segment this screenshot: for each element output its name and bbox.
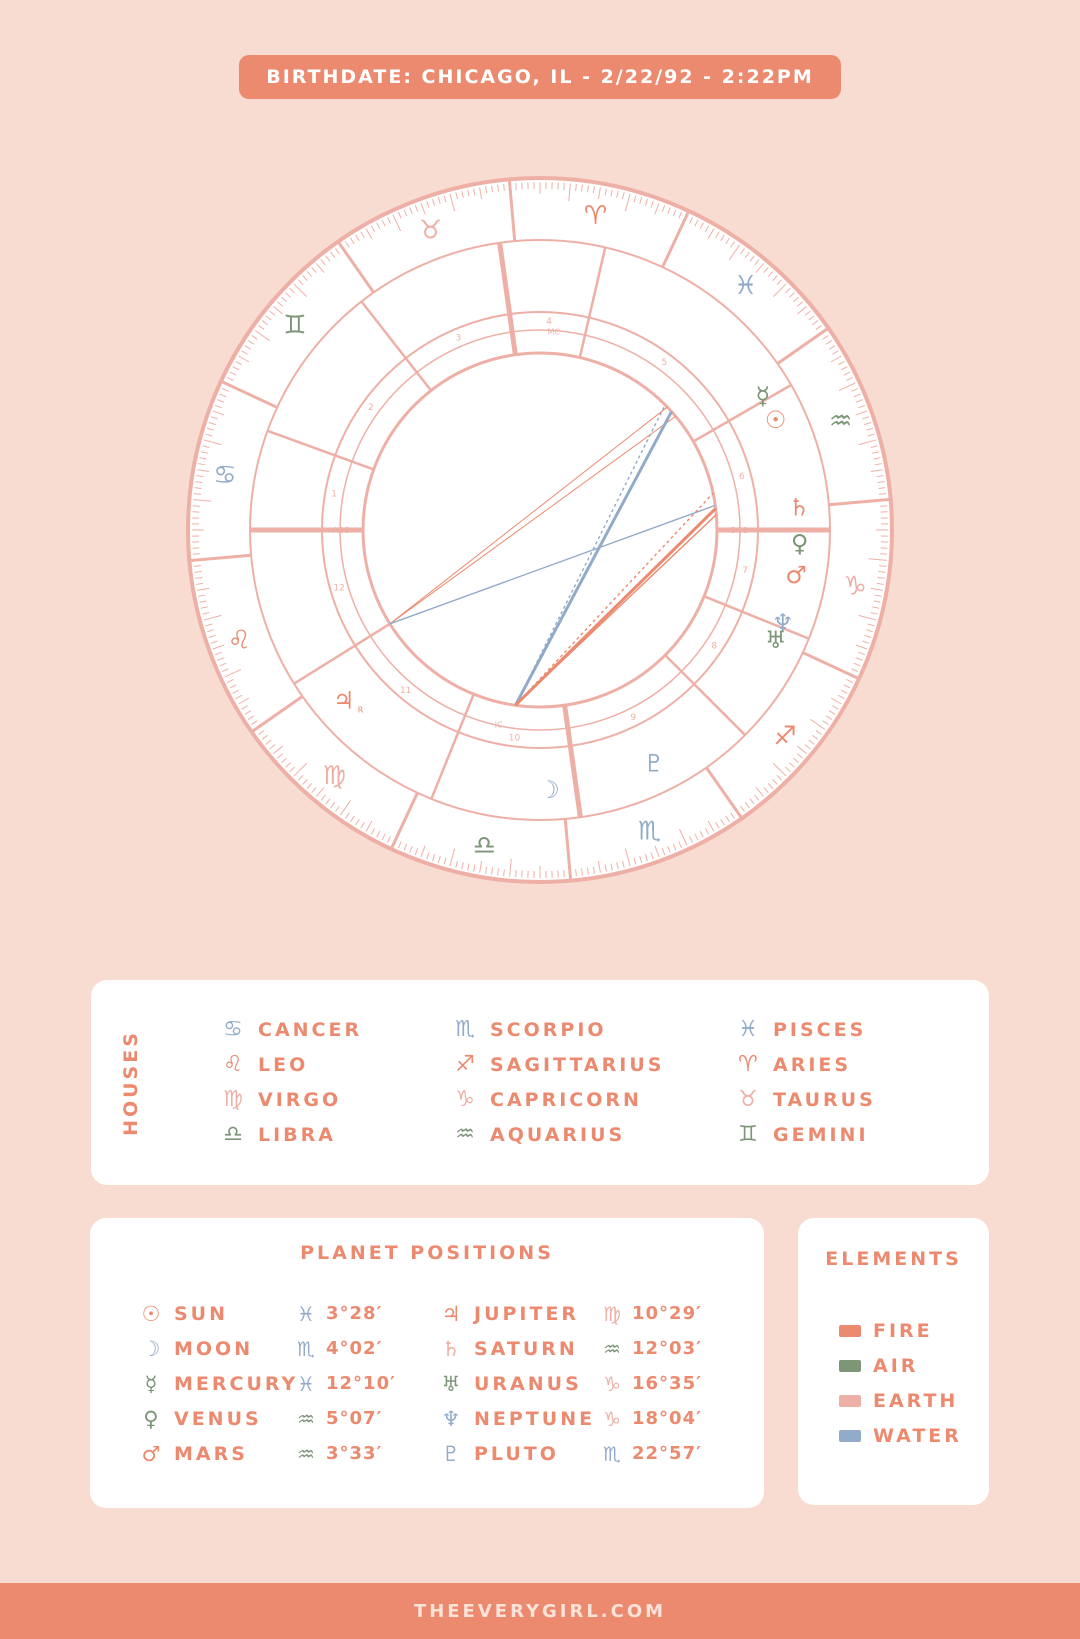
element-label: EARTH [873,1390,959,1412]
house-sign-item [450,1082,664,1117]
planet-position-row [136,1436,396,1471]
elements-title: ELEMENTS [825,1248,962,1270]
planet-degree: 12°03′ [632,1338,702,1359]
planet-name: MERCURY [174,1372,299,1395]
libra-icon: ♎ [223,1122,243,1147]
house-sign-item [450,1117,664,1152]
moon-icon: ☽ [141,1336,161,1361]
planet-column [436,1296,702,1471]
saturn-icon: ♄ [441,1336,461,1361]
wheel-planet-icon: ♀ [790,529,809,558]
element-label: AIR [873,1355,919,1377]
pisces-icon: ♓ [738,1017,758,1042]
planet-name: URANUS [474,1372,582,1395]
houses-column [450,1012,664,1152]
angle-label: IC [494,720,503,730]
houses-title: HOUSES [120,1029,142,1136]
zodiac-glyph-icon: ♑ [843,571,867,602]
planet-position-row [136,1366,396,1401]
house-sign-label: AQUARIUS [490,1123,626,1146]
angle-label: DSC [730,526,748,535]
planet-degree: 16°35′ [632,1373,702,1394]
house-sign-item [218,1082,362,1117]
inner-ring [363,353,717,707]
planet-name: NEPTUNE [474,1407,596,1430]
planet-sign-icon: ♒ [297,1441,315,1466]
house-sign-label: TAURUS [773,1088,876,1111]
zodiac-glyph-icon: ♊ [283,310,307,341]
house-number: 3 [455,333,462,344]
sagittarius-icon: ♐ [455,1052,475,1077]
planet-degree: 5°07′ [326,1408,383,1429]
taurus-icon: ♉ [738,1087,758,1112]
planet-name: PLUTO [474,1442,559,1465]
houses-column [218,1012,362,1152]
house-number: 7 [742,565,749,576]
wheel-planet-icon: ☿ [755,382,771,411]
house-sign-label: ARIES [773,1053,852,1076]
footer [0,1583,1080,1639]
mars-icon: ♂ [141,1441,161,1466]
footer-site: THEEVERYGIRL.COM [413,1600,667,1622]
house-number: 4 [546,317,552,328]
birthdate-banner [239,55,841,99]
planet-degree: 22°57′ [632,1443,702,1464]
house-number: 2 [368,403,374,414]
planet-name: MARS [174,1442,248,1465]
sun-icon: ☉ [141,1301,161,1326]
planet-name: MOON [174,1337,254,1360]
wheel-planet-icon: ☽ [538,775,560,804]
planet-position-row [436,1331,702,1366]
house-sign-item [218,1117,362,1152]
house-sign-item [733,1047,876,1082]
element-swatch [839,1360,861,1372]
wheel-planet-icon: ♃ [333,686,355,715]
planet-position-row [136,1401,396,1436]
house-sign-item [733,1082,876,1117]
cancer-icon: ♋ [223,1017,243,1042]
house-sign-item [218,1047,362,1082]
houses-column [733,1012,876,1152]
jupiter-icon: ♃ [441,1301,461,1326]
planet-degree: 3°33′ [326,1443,383,1464]
capricorn-icon: ♑ [455,1087,475,1112]
house-sign-item [218,1012,362,1047]
element-swatch [839,1395,861,1407]
planet-sign-icon: ♑ [603,1406,621,1431]
planet-column [136,1296,396,1471]
house-sign-label: VIRGO [258,1088,342,1111]
birthdate-title: BIRTHDATE: CHICAGO, IL - 2/22/92 - 2:22PM [266,66,814,88]
house-sign-label: LIBRA [258,1123,336,1146]
element-item [839,1314,933,1348]
house-number: 5 [661,357,668,368]
planet-position-row [436,1296,702,1331]
house-sign-label: CANCER [258,1018,363,1041]
element-item [839,1419,962,1453]
house-number: 12 [333,583,345,594]
planet-name: SUN [174,1302,229,1325]
zodiac-glyph-icon: ♋ [213,460,237,491]
planet-sign-icon: ♏ [297,1336,315,1361]
zodiac-glyph-icon: ♈ [583,200,608,231]
mercury-icon: ☿ [144,1371,158,1396]
element-swatch [839,1325,861,1337]
house-number: 11 [399,686,412,697]
wheel-planet-icon: ♇ [643,749,665,778]
planet-degree: 10°29′ [632,1303,702,1324]
house-sign-item [733,1012,876,1047]
planet-position-row [436,1436,702,1471]
planet-name: VENUS [174,1407,262,1430]
house-number: 6 [739,471,745,482]
planet-degree: 3°28′ [326,1303,383,1324]
house-sign-label: CAPRICORN [490,1088,642,1111]
virgo-icon: ♍ [223,1087,243,1112]
planet-sign-icon: ♍ [603,1301,621,1326]
zodiac-glyph-icon: ♉ [418,215,443,246]
planet-name: SATURN [474,1337,578,1360]
venus-icon: ♀ [143,1406,159,1431]
angle-label: ASC [332,526,350,535]
house-number: 8 [711,641,718,652]
planet-position-row [136,1296,396,1331]
element-item [839,1384,958,1418]
planet-sign-icon: ♏ [603,1441,621,1466]
house-sign-label: PISCES [773,1018,867,1041]
planet-degree: 4°02′ [326,1338,383,1359]
house-number: 9 [630,713,637,724]
house-sign-label: LEO [258,1053,309,1076]
planet-sign-icon: ♒ [603,1336,621,1361]
scorpio-icon: ♏ [455,1017,475,1042]
planet-position-row [436,1366,702,1401]
wheel-planet-icon: ♅ [764,625,787,654]
planet-positions-title: PLANET POSITIONS [300,1242,554,1264]
house-number: 10 [508,733,521,744]
house-sign-item [450,1047,664,1082]
house-sign-item [733,1117,876,1152]
planet-position-row [436,1401,702,1436]
zodiac-glyph-icon: ♌ [227,625,251,656]
zodiac-glyph-icon: ♒ [829,406,853,437]
natal-chart-wheel [180,170,900,890]
planet-degree: 18°04′ [632,1408,702,1429]
house-sign-label: SCORPIO [490,1018,607,1041]
uranus-icon: ♅ [441,1371,461,1396]
element-label: WATER [873,1425,962,1447]
zodiac-glyph-icon: ♐ [773,721,797,752]
planet-sign-icon: ♒ [297,1406,315,1431]
jupiter-retrograde-label: R [357,705,364,715]
aquarius-icon: ♒ [455,1122,475,1147]
wheel-planet-icon: ♂ [785,561,807,590]
zodiac-glyph-icon: ♓ [734,270,758,301]
element-label: FIRE [873,1320,933,1342]
planet-sign-icon: ♓ [297,1371,315,1396]
elements-panel [798,1218,989,1505]
planet-degree: 12°10′ [326,1373,396,1394]
wheel-planet-icon: ♆ [771,609,794,638]
houses-panel [91,980,989,1185]
pluto-icon: ♇ [441,1441,461,1466]
house-number: 1 [331,489,338,500]
zodiac-glyph-icon: ♍ [322,761,346,792]
planet-sign-icon: ♑ [603,1371,621,1396]
wheel-planet-icon: ☉ [764,406,787,435]
element-item [839,1349,918,1383]
planet-sign-icon: ♓ [297,1301,315,1326]
leo-icon: ♌ [223,1052,243,1077]
angle-label: MC [547,327,561,337]
house-sign-label: GEMINI [773,1123,869,1146]
house-sign-label: SAGITTARIUS [490,1053,665,1076]
zodiac-glyph-icon: ♎ [472,831,497,862]
zodiac-glyph-icon: ♏ [637,816,662,847]
element-swatch [839,1430,861,1442]
planet-name: JUPITER [474,1302,580,1325]
wheel-planet-icon: ♄ [788,493,810,522]
house-sign-item [450,1012,664,1047]
neptune-icon: ♆ [441,1406,461,1431]
aries-icon: ♈ [738,1052,758,1077]
planet-position-row [136,1331,396,1366]
gemini-icon: ♊ [738,1122,758,1147]
